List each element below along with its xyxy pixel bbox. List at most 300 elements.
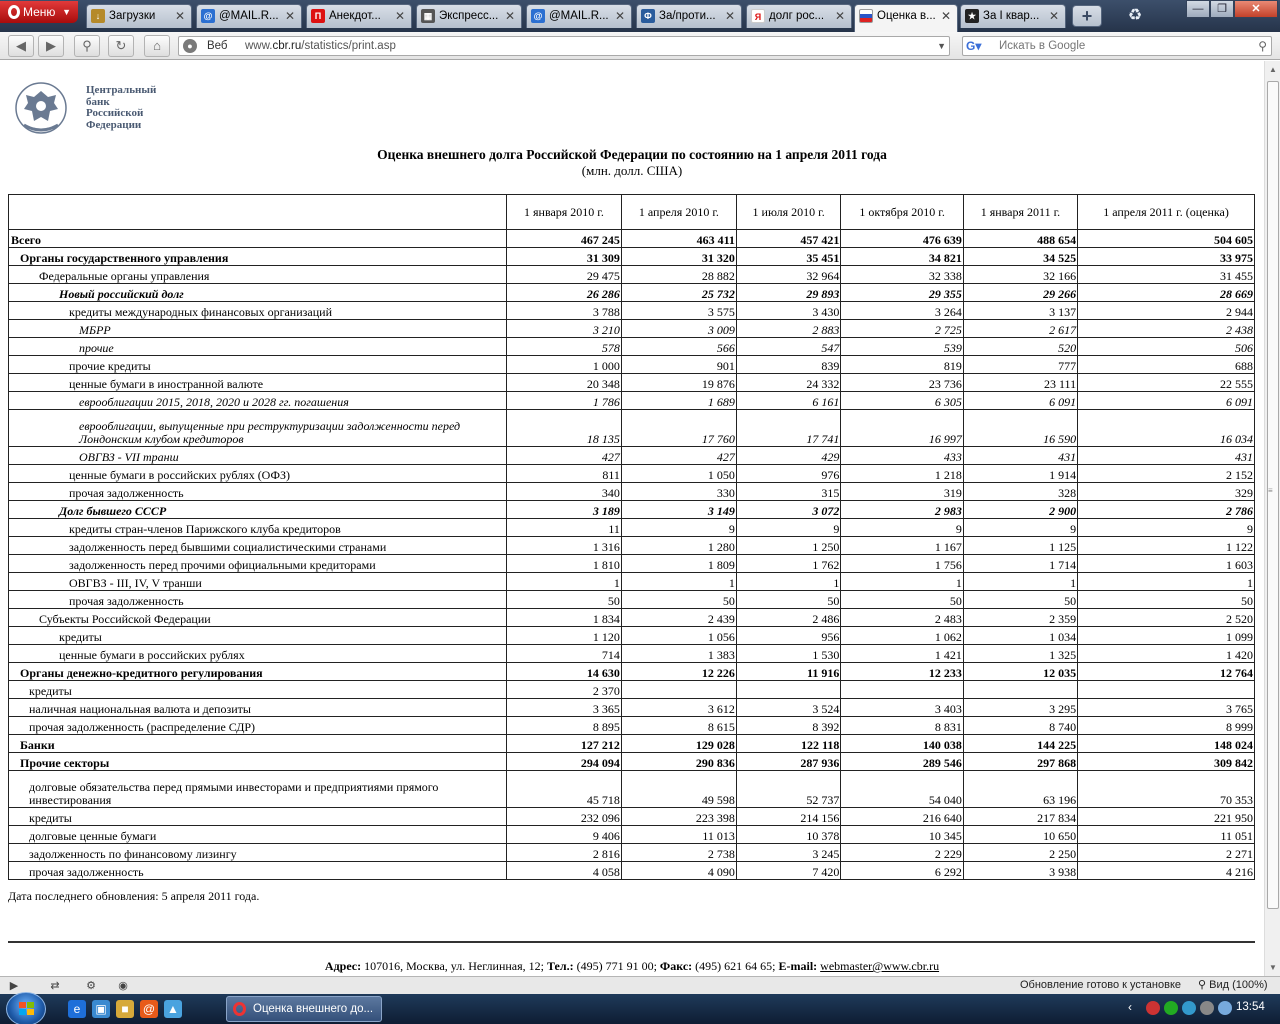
row-value: 463 411 xyxy=(621,230,736,248)
row-value: 26 286 xyxy=(507,284,622,302)
table-row xyxy=(9,248,1255,266)
trash-icon[interactable]: ♻ xyxy=(1127,7,1143,24)
reload-button[interactable] xyxy=(108,35,134,57)
table-row xyxy=(9,826,1255,844)
arrow-left-icon: ◀ xyxy=(16,38,26,53)
column-header: 1 июля 2010 г. xyxy=(736,195,840,230)
column-header: 1 апреля 2011 г. (оценка) xyxy=(1078,195,1255,230)
tab-label: @MAIL.R... xyxy=(549,10,609,22)
mail-agent-icon[interactable]: @ xyxy=(140,1000,158,1018)
tab-close-icon[interactable]: ✕ xyxy=(1048,9,1059,23)
row-value: 1 914 xyxy=(963,465,1077,483)
row-value: 2 152 xyxy=(1078,465,1255,483)
panel-toggle-icon[interactable]: ▶ xyxy=(9,980,19,992)
row-value: 12 764 xyxy=(1078,663,1255,681)
row-value: 23 736 xyxy=(841,374,963,392)
row-value: 4 090 xyxy=(621,862,736,880)
table-body xyxy=(9,230,1255,880)
row-value: 70 353 xyxy=(1078,771,1255,808)
row-value: 2 250 xyxy=(963,844,1077,862)
row-value: 539 xyxy=(841,338,963,356)
row-label: наличная национальная валюта и депозиты xyxy=(9,699,507,717)
row-value: 8 895 xyxy=(507,717,622,735)
opera-logo-icon xyxy=(8,5,20,19)
mail-icon: @ xyxy=(201,9,215,23)
row-value: 25 732 xyxy=(621,284,736,302)
row-value: 18 135 xyxy=(507,410,622,447)
row-label: еврооблигации, выпущенные при реструктуризации задолженности перед Лондонским клубом кредиторов xyxy=(9,410,507,447)
row-value: 32 166 xyxy=(963,266,1077,284)
row-value: 34 525 xyxy=(963,248,1077,266)
row-label: задолженность перед прочими официальными кредиторами xyxy=(9,555,507,573)
url-path: /statistics/print.asp xyxy=(301,40,396,52)
table-row xyxy=(9,465,1255,483)
row-value: 35 451 xyxy=(736,248,840,266)
row-value: 3 612 xyxy=(621,699,736,717)
row-value: 232 096 xyxy=(507,808,622,826)
turbo-icon[interactable]: ⚙ xyxy=(86,980,96,992)
row-label: кредиты xyxy=(9,627,507,645)
taskbar-opera-window[interactable] xyxy=(226,996,382,1022)
row-value: 214 156 xyxy=(736,808,840,826)
row-value: 3 403 xyxy=(841,699,963,717)
row-label: прочая задолженность xyxy=(9,483,507,501)
row-value: 3 938 xyxy=(963,862,1077,880)
row-value: 506 xyxy=(1078,338,1255,356)
address-toolbar xyxy=(0,32,1280,60)
row-value: 1 756 xyxy=(841,555,963,573)
url-field[interactable] xyxy=(178,36,950,56)
download-icon: ↓ xyxy=(91,9,105,23)
row-value xyxy=(1078,681,1255,699)
row-value: 3 765 xyxy=(1078,699,1255,717)
row-value: 714 xyxy=(507,645,622,663)
menu-label: Меню xyxy=(23,5,56,19)
tab-close-icon[interactable]: ✕ xyxy=(724,9,735,23)
row-value: 3 210 xyxy=(507,320,622,338)
row-value: 1 530 xyxy=(736,645,840,663)
row-value: 45 718 xyxy=(507,771,622,808)
row-value: 1 714 xyxy=(963,555,1077,573)
row-value: 1 xyxy=(507,573,622,591)
row-value: 520 xyxy=(963,338,1077,356)
row-value: 29 266 xyxy=(963,284,1077,302)
row-value: 287 936 xyxy=(736,753,840,771)
row-value: 9 xyxy=(621,519,736,537)
zoom-level[interactable] xyxy=(1198,977,1268,994)
bank-of-russia-logo xyxy=(14,81,68,137)
row-value: 309 842 xyxy=(1078,753,1255,771)
table-row xyxy=(9,735,1255,753)
tray-expand-icon[interactable]: ‹ xyxy=(1128,1000,1132,1014)
search-input[interactable] xyxy=(999,38,1239,54)
table-row xyxy=(9,627,1255,645)
tab-label: Загрузки xyxy=(109,10,156,22)
tab-label: Оценка в... xyxy=(877,10,936,22)
url-domain: cbr.ru xyxy=(272,40,302,52)
grid-icon: ▦ xyxy=(421,9,435,23)
row-value: 1 250 xyxy=(736,537,840,555)
row-label: кредиты xyxy=(9,808,507,826)
row-value: 50 xyxy=(1078,591,1255,609)
email-link[interactable]: webmaster@www.cbr.ru xyxy=(820,959,940,973)
row-value: 1 xyxy=(736,573,840,591)
row-value: 467 245 xyxy=(507,230,622,248)
table-row xyxy=(9,862,1255,880)
bank-name xyxy=(86,85,156,131)
row-value: 221 950 xyxy=(1078,808,1255,826)
row-value: 223 398 xyxy=(621,808,736,826)
row-value: 2 359 xyxy=(963,609,1077,627)
last-updated-note: Дата последнего обновления: 5 апреля 2011 года. xyxy=(8,889,260,903)
desktop-icon[interactable]: ▣ xyxy=(92,1000,110,1018)
tab-downloads[interactable] xyxy=(86,4,192,28)
row-value: 1 325 xyxy=(963,645,1077,663)
row-value: 19 876 xyxy=(621,374,736,392)
table-row xyxy=(9,338,1255,356)
row-value: 2 370 xyxy=(507,681,622,699)
row-value: 1 000 xyxy=(507,356,622,374)
table-row xyxy=(9,302,1255,320)
row-value: 297 868 xyxy=(963,753,1077,771)
row-value: 8 999 xyxy=(1078,717,1255,735)
row-value: 127 212 xyxy=(507,735,622,753)
row-value: 34 821 xyxy=(841,248,963,266)
row-value: 1 120 xyxy=(507,627,622,645)
vertical-scrollbar[interactable] xyxy=(1264,61,1280,976)
row-value: 330 xyxy=(621,483,736,501)
row-value: 3 575 xyxy=(621,302,736,320)
row-value: 578 xyxy=(507,338,622,356)
row-value: 8 740 xyxy=(963,717,1077,735)
row-label: кредиты стран-членов Парижского клуба кредиторов xyxy=(9,519,507,537)
table-row xyxy=(9,555,1255,573)
column-header: 1 октября 2010 г. xyxy=(841,195,963,230)
row-value: 431 xyxy=(963,447,1077,465)
row-value: 9 406 xyxy=(507,826,622,844)
media-icon[interactable]: ▲ xyxy=(164,1000,182,1018)
row-value: 2 725 xyxy=(841,320,963,338)
tab-yandex[interactable] xyxy=(746,4,852,28)
row-label: Федеральные органы управления xyxy=(9,266,507,284)
tab-label: долг рос... xyxy=(769,10,825,22)
scroll-thumb[interactable] xyxy=(1267,81,1279,909)
tab-label: За I квар... xyxy=(983,10,1040,22)
page-icon: ★ xyxy=(965,9,979,23)
table-row xyxy=(9,591,1255,609)
tray-icq-icon[interactable] xyxy=(1164,1001,1178,1015)
f-icon: Ф xyxy=(641,9,655,23)
table-row xyxy=(9,753,1255,771)
row-value xyxy=(963,681,1077,699)
row-value: 3 524 xyxy=(736,699,840,717)
row-value: 140 038 xyxy=(841,735,963,753)
table-row xyxy=(9,519,1255,537)
tray-antivirus-icon[interactable] xyxy=(1146,1001,1160,1015)
row-value: 3 189 xyxy=(507,501,622,519)
fax-value: (495) 621 64 65; xyxy=(695,959,776,973)
tab-close-icon[interactable]: ✕ xyxy=(394,9,405,23)
arrow-right-icon: ▶ xyxy=(46,38,56,53)
row-value: 1 122 xyxy=(1078,537,1255,555)
row-value: 328 xyxy=(963,483,1077,501)
row-value: 32 964 xyxy=(736,266,840,284)
row-value: 2 738 xyxy=(621,844,736,862)
status-bar xyxy=(0,976,1280,994)
flag-icon xyxy=(859,9,873,23)
row-value: 319 xyxy=(841,483,963,501)
row-value: 3 245 xyxy=(736,844,840,862)
row-value: 6 091 xyxy=(1078,392,1255,410)
row-label: ОВГВЗ - III, IV, V транши xyxy=(9,573,507,591)
update-status[interactable]: Обновление готово к установке xyxy=(1020,979,1182,991)
row-value: 8 831 xyxy=(841,717,963,735)
scroll-down-icon[interactable]: ▼ xyxy=(1269,963,1277,972)
bank-name-line: Российской xyxy=(86,107,144,119)
row-label: Банки xyxy=(9,735,507,753)
row-value: 1 099 xyxy=(1078,627,1255,645)
tab-label: За/проти... xyxy=(659,10,716,22)
tab-label: Анекдот... xyxy=(329,10,381,22)
row-value: 2 816 xyxy=(507,844,622,862)
row-value: 289 546 xyxy=(841,753,963,771)
tab-close-icon[interactable]: ✕ xyxy=(284,9,295,23)
row-value: 3 149 xyxy=(621,501,736,519)
row-value: 2 520 xyxy=(1078,609,1255,627)
tab-close-icon[interactable]: ✕ xyxy=(504,9,515,23)
tab-close-icon[interactable]: ✕ xyxy=(940,9,951,23)
bank-name-line: Центральный xyxy=(86,84,157,96)
row-value: 129 028 xyxy=(621,735,736,753)
tab-close-icon[interactable]: ✕ xyxy=(834,9,845,23)
table-row xyxy=(9,537,1255,555)
taskbar-window-label: Оценка внешнего до... xyxy=(253,1003,374,1015)
url-prefix: www. xyxy=(245,40,273,52)
row-value: 504 605 xyxy=(1078,230,1255,248)
row-value: 6 305 xyxy=(841,392,963,410)
mail-icon: @ xyxy=(531,9,545,23)
row-value: 1 316 xyxy=(507,537,622,555)
row-value: 10 378 xyxy=(736,826,840,844)
table-row xyxy=(9,266,1255,284)
row-value: 52 737 xyxy=(736,771,840,808)
yandex-icon: Я xyxy=(751,9,765,23)
row-value: 3 365 xyxy=(507,699,622,717)
row-value: 1 603 xyxy=(1078,555,1255,573)
row-value: 50 xyxy=(963,591,1077,609)
chevron-down-icon[interactable]: ▼ xyxy=(937,41,946,51)
row-value: 547 xyxy=(736,338,840,356)
row-value: 11 xyxy=(507,519,622,537)
sync-icon[interactable]: ⇄ xyxy=(50,980,60,992)
opera-menu-button[interactable] xyxy=(0,1,78,23)
row-value: 340 xyxy=(507,483,622,501)
tab-bar xyxy=(0,0,1280,32)
table-row xyxy=(9,573,1255,591)
row-value: 2 786 xyxy=(1078,501,1255,519)
row-label: ценные бумаги в российских рублях (ОФЗ) xyxy=(9,465,507,483)
row-value: 566 xyxy=(621,338,736,356)
row-value: 819 xyxy=(841,356,963,374)
row-value: 1 125 xyxy=(963,537,1077,555)
new-tab-button[interactable] xyxy=(1072,5,1102,27)
row-value: 3 072 xyxy=(736,501,840,519)
row-value: 20 348 xyxy=(507,374,622,392)
close-window-button[interactable]: ✕ xyxy=(1234,0,1278,18)
home-button[interactable] xyxy=(144,35,170,57)
row-value: 1 218 xyxy=(841,465,963,483)
row-value: 429 xyxy=(736,447,840,465)
google-icon[interactable]: G▾ xyxy=(966,39,982,53)
row-label: МБРР xyxy=(9,320,507,338)
key-icon: ⚲ xyxy=(82,38,92,53)
row-value: 29 475 xyxy=(507,266,622,284)
row-value: 14 630 xyxy=(507,663,622,681)
row-value: 6 091 xyxy=(963,392,1077,410)
row-value: 315 xyxy=(736,483,840,501)
tab-anekdot[interactable] xyxy=(306,4,412,28)
tab-label: @MAIL.R... xyxy=(219,10,279,22)
row-value: 2 229 xyxy=(841,844,963,862)
row-value: 49 598 xyxy=(621,771,736,808)
tab-close-icon[interactable]: ✕ xyxy=(614,9,625,23)
forward-button[interactable] xyxy=(38,35,64,57)
reload-icon: ↻ xyxy=(115,38,127,53)
row-value: 1 421 xyxy=(841,645,963,663)
row-label: Органы денежно-кредитного регулирования xyxy=(9,663,507,681)
page-subtitle: (млн. долл. США) xyxy=(581,163,683,178)
tab-close-icon[interactable]: ✕ xyxy=(174,9,185,23)
row-value: 63 196 xyxy=(963,771,1077,808)
zoom-label: Вид (100%) xyxy=(1209,979,1268,991)
minimize-button[interactable]: — xyxy=(1186,0,1210,18)
row-value: 122 118 xyxy=(736,735,840,753)
email-label: E-mail: xyxy=(778,959,818,973)
tel-value: (495) 771 91 00; xyxy=(576,959,657,973)
table-row xyxy=(9,501,1255,519)
row-value: 10 345 xyxy=(841,826,963,844)
tab-first-quarter[interactable] xyxy=(960,4,1066,28)
key-button[interactable] xyxy=(74,35,100,57)
tab-cbr-active[interactable] xyxy=(854,4,958,32)
column-header: 1 апреля 2010 г. xyxy=(621,195,736,230)
row-value: 31 320 xyxy=(621,248,736,266)
tel-label: Тел.: xyxy=(546,959,574,973)
grip-icon: ≡ xyxy=(1268,486,1273,495)
row-value: 1 xyxy=(621,573,736,591)
row-value: 431 xyxy=(1078,447,1255,465)
start-button[interactable] xyxy=(6,992,46,1024)
tab-mail-2[interactable] xyxy=(526,4,632,28)
row-value: 217 834 xyxy=(963,808,1077,826)
table-row xyxy=(9,483,1255,501)
row-label: Органы государственного управления xyxy=(9,248,507,266)
table-row xyxy=(9,663,1255,681)
row-label: Долг бывшего СССР xyxy=(9,501,507,519)
row-value: 1 762 xyxy=(736,555,840,573)
clock[interactable]: 13:54 xyxy=(1236,1001,1265,1013)
page-title: Оценка внешнего долга Российской Федерации по состоянию на 1 апреля 2011 года xyxy=(377,147,887,162)
tab-mail-1[interactable] xyxy=(196,4,302,28)
tab-za-protiv[interactable] xyxy=(636,4,742,28)
zoom-icon: ⚲ xyxy=(1198,979,1210,991)
search-field xyxy=(962,36,1272,56)
row-value: 33 975 xyxy=(1078,248,1255,266)
row-label: прочие xyxy=(9,338,507,356)
row-value: 8 392 xyxy=(736,717,840,735)
row-label: долговые обязательства перед прямыми инвесторами и предприятиями прямого инвестирования xyxy=(9,771,507,808)
table-row xyxy=(9,645,1255,663)
column-header: 1 января 2011 г. xyxy=(963,195,1077,230)
row-value: 50 xyxy=(841,591,963,609)
settings-icon[interactable]: ◉ xyxy=(118,980,128,992)
tab-express[interactable] xyxy=(416,4,522,28)
tray-volume-icon[interactable] xyxy=(1218,1001,1232,1015)
page-content xyxy=(0,61,1264,976)
row-value: 17 741 xyxy=(736,410,840,447)
row-value: 8 615 xyxy=(621,717,736,735)
scroll-up-icon[interactable]: ▲ xyxy=(1269,65,1277,74)
row-value: 3 430 xyxy=(736,302,840,320)
folder-icon[interactable]: ■ xyxy=(116,1000,134,1018)
contact-footer xyxy=(0,959,1264,974)
row-value: 17 760 xyxy=(621,410,736,447)
chevron-down-icon: ▼ xyxy=(62,7,71,17)
bank-name-line: банк xyxy=(86,95,110,108)
header-empty-cell xyxy=(9,195,507,230)
footer-divider xyxy=(8,941,1255,943)
row-label: прочая задолженность (распределение СДР) xyxy=(9,717,507,735)
row-value: 1 xyxy=(841,573,963,591)
row-value: 1 420 xyxy=(1078,645,1255,663)
row-value: 457 421 xyxy=(736,230,840,248)
row-value: 1 062 xyxy=(841,627,963,645)
row-value: 16 590 xyxy=(963,410,1077,447)
column-header: 1 января 2010 г. xyxy=(507,195,622,230)
table-row xyxy=(9,410,1255,447)
row-value: 2 900 xyxy=(963,501,1077,519)
table-row xyxy=(9,681,1255,699)
address-label: Адрес: xyxy=(324,959,362,973)
row-value: 688 xyxy=(1078,356,1255,374)
row-label: ценные бумаги в иностранной валюте xyxy=(9,374,507,392)
table-row xyxy=(9,284,1255,302)
table-row xyxy=(9,844,1255,862)
tray-skype-icon[interactable] xyxy=(1182,1001,1196,1015)
row-value: 12 035 xyxy=(963,663,1077,681)
row-value: 427 xyxy=(507,447,622,465)
row-value: 12 233 xyxy=(841,663,963,681)
row-value: 329 xyxy=(1078,483,1255,501)
ie-icon[interactable]: e xyxy=(68,1000,86,1018)
tray-network-icon[interactable] xyxy=(1200,1001,1214,1015)
search-icon[interactable]: ⚲ xyxy=(1258,39,1267,53)
row-value: 50 xyxy=(507,591,622,609)
row-value xyxy=(736,681,840,699)
row-value: 1 056 xyxy=(621,627,736,645)
row-value: 7 420 xyxy=(736,862,840,880)
row-label: долговые ценные бумаги xyxy=(9,826,507,844)
bank-name-line: Федерации xyxy=(86,118,142,131)
row-value: 11 051 xyxy=(1078,826,1255,844)
back-button[interactable] xyxy=(8,35,34,57)
row-value: 433 xyxy=(841,447,963,465)
row-value: 9 xyxy=(963,519,1077,537)
restore-button[interactable]: ❐ xyxy=(1210,0,1234,18)
row-value: 9 xyxy=(841,519,963,537)
row-label: Субъекты Российской Федерации xyxy=(9,609,507,627)
table-row xyxy=(9,230,1255,248)
